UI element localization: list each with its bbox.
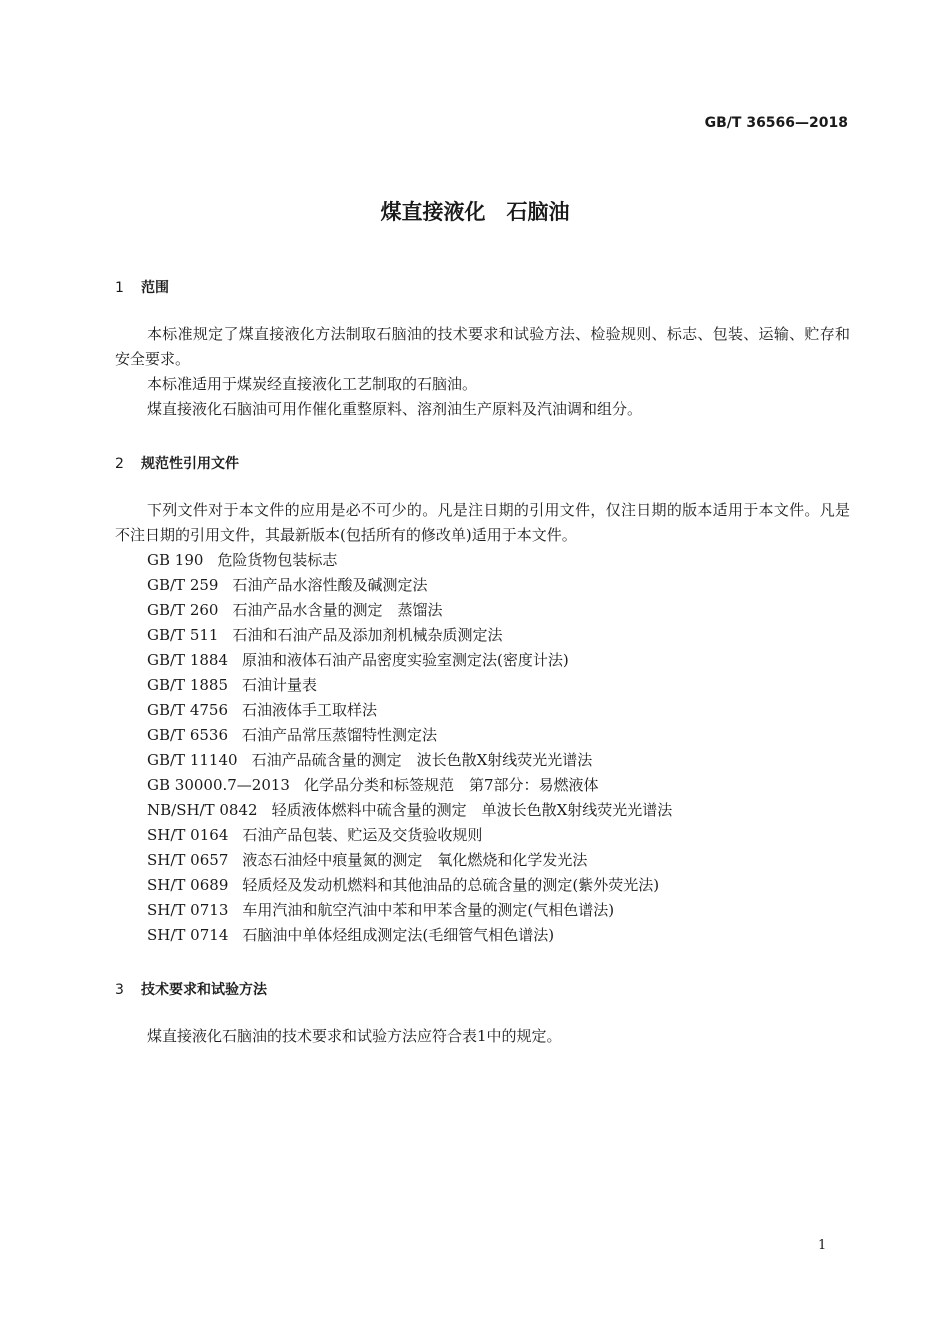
- reference-title: 液态石油烃中痕量氮的测定 氧化燃烧和化学发光法: [242, 851, 588, 869]
- reference-item: [147, 573, 427, 598]
- reference-code: GB/T 259: [147, 576, 219, 594]
- reference-item: [147, 673, 317, 698]
- reference-code: GB/T 11140: [147, 751, 238, 769]
- reference-title: 石油和石油产品及添加剂机械杂质测定法: [232, 626, 503, 644]
- reference-code: SH/T 0164: [147, 826, 229, 844]
- reference-item: [147, 798, 672, 823]
- reference-code: GB 30000.7—2013: [147, 776, 290, 794]
- reference-code: GB/T 1884: [147, 651, 229, 669]
- reference-title: 石油产品水溶性酸及碱测定法: [232, 576, 428, 594]
- reference-item: [147, 548, 337, 573]
- reference-title: 石油产品水含量的测定 蒸馏法: [232, 601, 443, 619]
- reference-code: GB/T 4756: [147, 701, 229, 719]
- reference-code: SH/T 0657: [147, 851, 229, 869]
- reference-title: 石油产品常压蒸馏特性测定法: [242, 726, 438, 744]
- section-1-paragraph-1: 本标准规定了煤直接液化方法制取石脑油的技术要求和试验方法、检验规则、标志、包装、运输、贮存和安全要求。: [115, 325, 850, 368]
- section-2-intro: 下列文件对于本文件的应用是必不可少的。凡是注日期的引用文件，仅注日期的版本适用于本文件。凡是不注日期的引用文件，其最新版本(包括所有的修改单)适用于本文件。: [115, 501, 850, 544]
- section-title: 技术要求和试验方法: [141, 982, 267, 998]
- reference-code: GB/T 260: [147, 601, 219, 619]
- reference-title: 轻质烃及发动机燃料和其他油品的总硫含量的测定(紫外荧光法): [242, 876, 660, 894]
- reference-title: 石脑油中单体烃组成测定法(毛细管气相色谱法): [242, 926, 555, 944]
- reference-item: [147, 698, 377, 723]
- reference-title: 化学品分类和标签规范 第7部分：易燃液体: [303, 776, 599, 794]
- reference-item: [147, 623, 502, 648]
- reference-title: 石油产品包装、贮运及交货验收规则: [242, 826, 483, 844]
- reference-code: SH/T 0714: [147, 926, 229, 944]
- section-number: 2: [115, 456, 124, 472]
- reference-item: [147, 873, 659, 898]
- section-title: 规范性引用文件: [141, 456, 239, 472]
- reference-title: 石油计量表: [242, 676, 318, 694]
- reference-code: GB/T 1885: [147, 676, 229, 694]
- reference-item: [147, 648, 569, 673]
- reference-title: 危险货物包装标志: [217, 551, 338, 569]
- reference-code: NB/SH/T 0842: [147, 801, 258, 819]
- section-1-paragraph-2: 本标准适用于煤炭经直接液化工艺制取的石脑油。: [147, 375, 478, 393]
- section-1-heading: [115, 277, 169, 297]
- reference-item: [147, 723, 437, 748]
- standard-number: GB/T 36566—2018: [704, 115, 848, 131]
- section-number: 3: [115, 982, 124, 998]
- section-title: 范围: [141, 280, 169, 296]
- section-3-paragraph-1: 煤直接液化石脑油的技术要求和试验方法应符合表1中的规定。: [147, 1027, 562, 1045]
- reference-code: GB 190: [147, 551, 204, 569]
- reference-item: [147, 823, 482, 848]
- reference-code: GB/T 511: [147, 626, 219, 644]
- reference-item: [147, 898, 614, 923]
- reference-title: 石油液体手工取样法: [242, 701, 378, 719]
- section-3-heading: [115, 979, 267, 999]
- reference-item: [147, 848, 587, 873]
- reference-title: 石油产品硫含量的测定 波长色散X射线荧光光谱法: [251, 751, 593, 769]
- page-number: 1: [818, 1238, 827, 1253]
- reference-code: SH/T 0689: [147, 876, 229, 894]
- section-2-heading: [115, 453, 239, 473]
- reference-item: [147, 773, 599, 798]
- reference-title: 轻质液体燃料中硫含量的测定 单波长色散X射线荧光光谱法: [271, 801, 673, 819]
- reference-title: 原油和液体石油产品密度实验室测定法(密度计法): [242, 651, 569, 669]
- reference-code: GB/T 6536: [147, 726, 229, 744]
- document-title: 煤直接液化 石脑油: [380, 200, 570, 224]
- section-number: 1: [115, 280, 124, 296]
- reference-item: [147, 598, 442, 623]
- section-1-paragraph-3: 煤直接液化石脑油可用作催化重整原料、溶剂油生产原料及汽油调和组分。: [147, 400, 643, 418]
- reference-code: SH/T 0713: [147, 901, 229, 919]
- reference-item: [147, 748, 592, 773]
- reference-title: 车用汽油和航空汽油中苯和甲苯含量的测定(气相色谱法): [242, 901, 615, 919]
- reference-item: [147, 923, 554, 948]
